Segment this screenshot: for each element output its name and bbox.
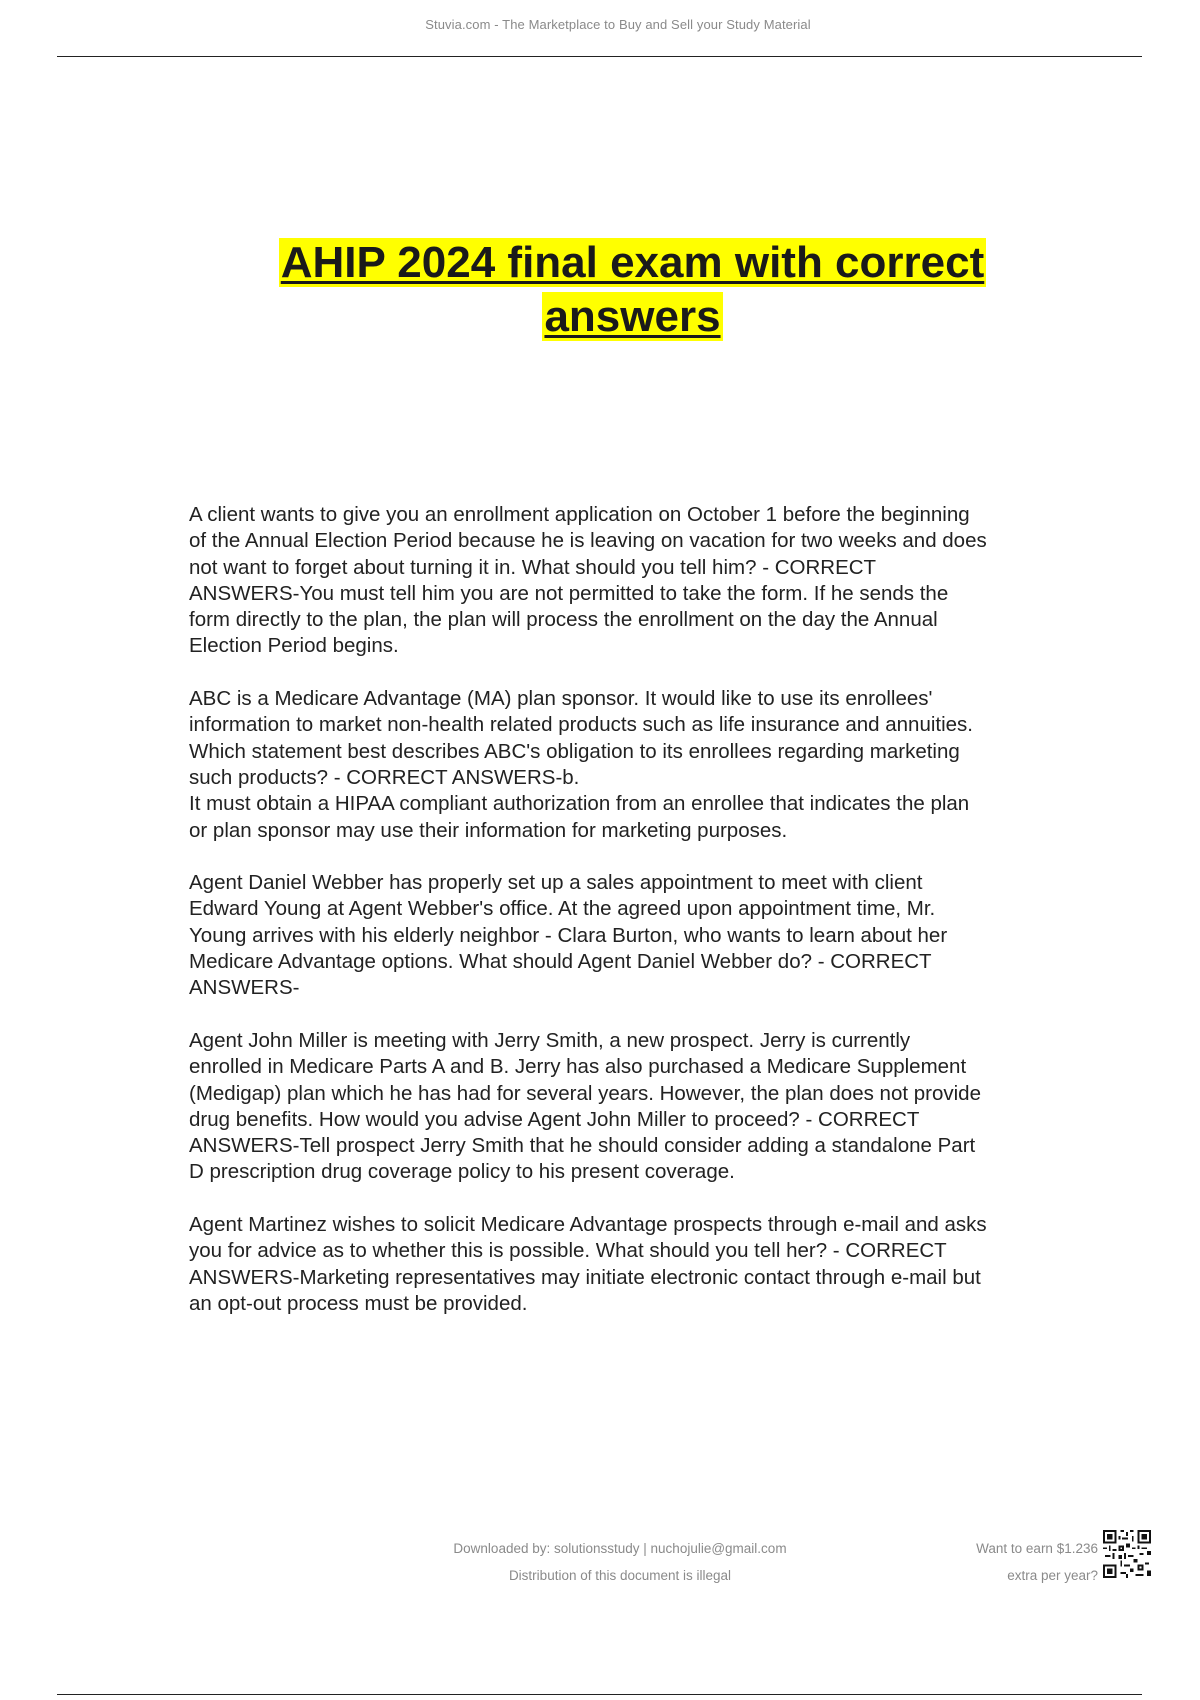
footer-divider	[57, 1694, 1142, 1695]
qa-entry	[189, 1212, 1089, 1317]
earn-promo-line-2[interactable]: extra per year?	[1007, 1568, 1098, 1583]
qa-entry	[189, 502, 1089, 660]
title-line-2: answers	[544, 292, 721, 341]
qa-entry-line: such products? - CORRECT ANSWERS-b.	[189, 765, 580, 789]
qa-entry-line: you for advice as to whether this is possible. What should you tell her? - CORRECT	[189, 1239, 947, 1263]
qa-entry-line: Medicare Advantage options. What should Agent Daniel Webber do? - CORRECT	[189, 950, 932, 974]
download-notice	[380, 1535, 860, 1589]
qa-entry-line: It must obtain a HIPAA compliant authorization from an enrollee that indicates the plan	[189, 792, 970, 816]
document-title	[190, 236, 1075, 344]
qa-entry-line: ANSWERS-You must tell him you are not permitted to take the form. If he sends the	[189, 581, 949, 605]
downloaded-by-text: Downloaded by: solutionsstudy | nuchojulie@gmail.com	[453, 1541, 787, 1556]
qa-entry-line: D prescription drug coverage policy to his present coverage.	[189, 1160, 735, 1184]
qa-entry-line: enrolled in Medicare Parts A and B. Jerry has also purchased a Medicare Supplement	[189, 1055, 967, 1079]
qa-entry-line: Agent Martinez wishes to solicit Medicare Advantage prospects through e-mail and asks	[189, 1213, 987, 1237]
qa-entry-line: not want to forget about turning it in. What should you tell him? - CORRECT	[189, 555, 877, 579]
qa-entry-line: ANSWERS-Tell prospect Jerry Smith that he should consider adding a standalone Part	[189, 1134, 976, 1158]
qa-entry-line: form directly to the plan, the plan will process the enrollment on the day the Annual	[189, 608, 938, 632]
distribution-notice: Distribution of this document is illegal	[508, 1568, 732, 1583]
qa-entry-line: ANSWERS-	[189, 976, 300, 1000]
qa-entry-line: Young arrives with his elderly neighbor - Clara Burton, who wants to learn about her	[189, 923, 948, 947]
qa-entry-line: information to market non-health related products such as life insurance and annuities.	[189, 713, 974, 737]
qa-entry-line: Agent Daniel Webber has properly set up a sales appointment to meet with client	[189, 871, 923, 895]
qa-entry-line: Which statement best describes ABC's obligation to its enrollees regarding marketing	[189, 739, 960, 763]
qa-entry	[189, 686, 1089, 844]
qa-entry-line: of the Annual Election Period because he is leaving on vacation for two weeks and does	[189, 529, 987, 553]
header-divider	[57, 56, 1142, 57]
qa-entry-line: or plan sponsor may use their information for marketing purposes.	[189, 818, 788, 842]
qr-code-icon[interactable]	[1103, 1530, 1151, 1578]
qa-entry	[189, 1028, 1089, 1186]
earn-promo-line-1[interactable]: Want to earn $1.236	[976, 1541, 1098, 1556]
qa-entry-line: drug benefits. How would you advise Agent John Miller to proceed? - CORRECT	[189, 1107, 920, 1131]
qa-entry-line: an opt-out process must be provided.	[189, 1291, 528, 1315]
qa-entry-line: ABC is a Medicare Advantage (MA) plan sponsor. It would like to use its enrollees'	[189, 687, 933, 711]
site-banner: Stuvia.com - The Marketplace to Buy and Sell your Study Material	[425, 17, 811, 32]
earn-promo[interactable]	[930, 1535, 1098, 1589]
qa-entry-line: Election Period begins.	[189, 634, 399, 658]
qa-content	[189, 502, 1089, 1344]
qa-entry-line: Edward Young at Agent Webber's office. At the agreed upon appointment time, Mr.	[189, 897, 936, 921]
qa-entry-line: Agent John Miller is meeting with Jerry Smith, a new prospect. Jerry is currently	[189, 1028, 911, 1052]
qa-entry-line: (Medigap) plan which he has had for several years. However, the plan does not provide	[189, 1081, 981, 1105]
qa-entry-line: ANSWERS-Marketing representatives may initiate electronic contact through e-mail but	[189, 1265, 981, 1289]
qa-entry-line: A client wants to give you an enrollment application on October 1 before the beginning	[189, 503, 970, 526]
qa-entry	[189, 870, 1089, 1001]
title-line-1: AHIP 2024 final exam with correct	[280, 238, 985, 287]
